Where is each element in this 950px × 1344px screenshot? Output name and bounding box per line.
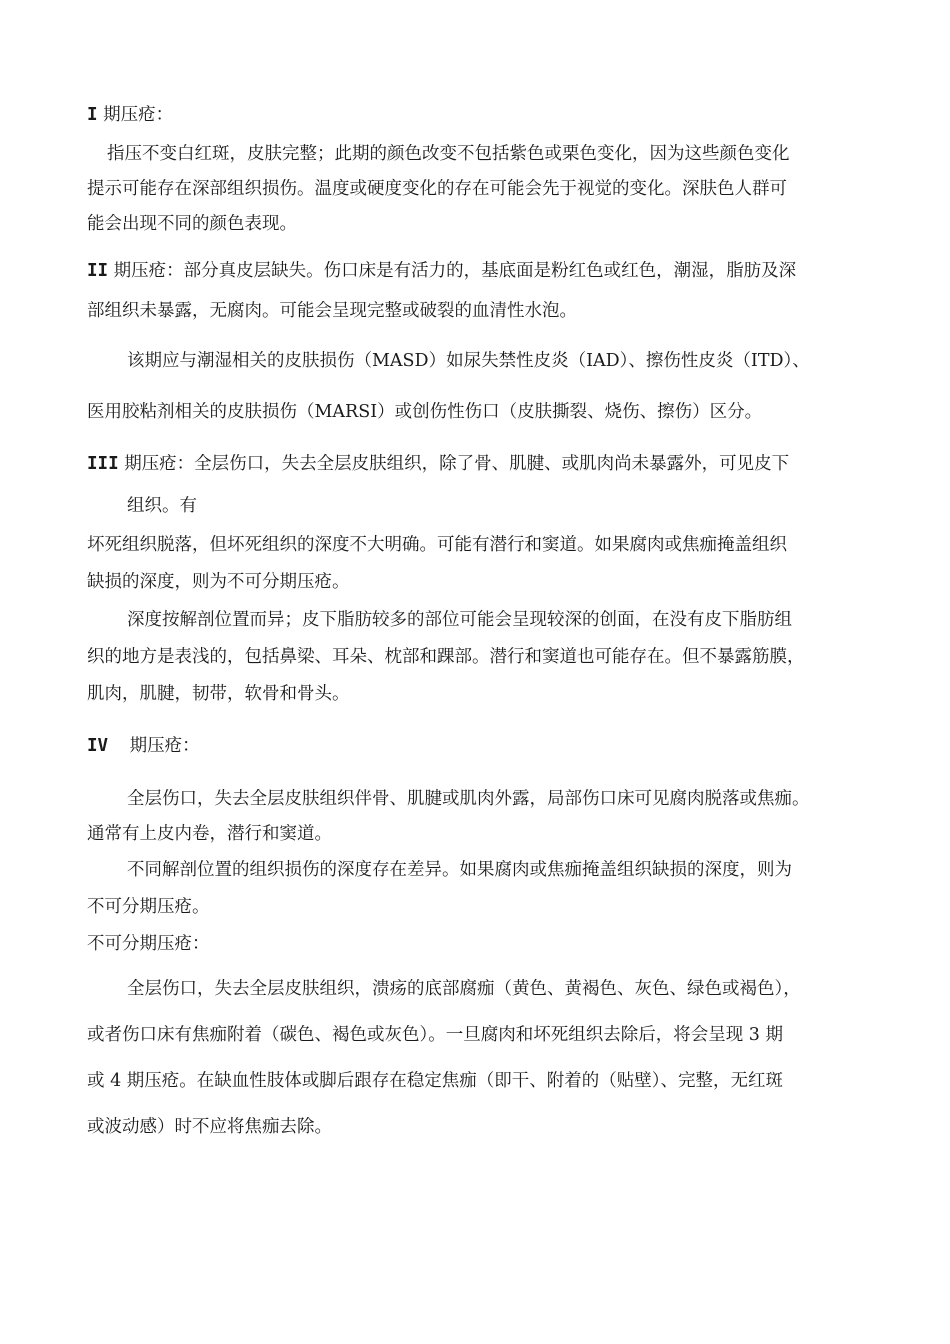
- stage3-line-5: 织的地方是表浅的，包括鼻梁、耳朵、枕部和踝部。潜行和窦道也可能存在。但不暴露筋膜，: [87, 647, 805, 667]
- unstageable-line-4: 或波动感）时不应将焦痂去除。: [87, 1117, 332, 1137]
- stage4-line-3: 不同解剖位置的组织损伤的深度存在差异。如果腐肉或焦痂掩盖组织缺损的深度，则为: [127, 860, 792, 880]
- unstageable-line-2: 或者伤口床有焦痂附着（碳色、褐色或灰色）。一旦腐肉和坏死组织去除后，将会呈现 3 期: [87, 1025, 784, 1045]
- stage1-line-1: 指压不变白红斑，皮肤完整；此期的颜色改变不包括紫色或栗色变化，因为这些颜色变化: [107, 144, 790, 164]
- stage3-numeral: III: [87, 454, 119, 474]
- stage4-line-1: 全层伤口，失去全层皮肤组织伴骨、肌腱或肌肉外露，局部伤口床可见腐肉脱落或焦痂。: [127, 789, 810, 809]
- stage4-line-4: 不可分期压疮。: [87, 897, 210, 917]
- stage1-numeral: I: [87, 105, 98, 125]
- stage3-heading-text: 期压疮：全层伤口，失去全层皮肤组织，除了骨、肌腱、或肌肉尚未暴露外，可见皮下: [124, 454, 790, 474]
- stage2-line-2: 该期应与潮湿相关的皮肤损伤（MASD）如尿失禁性皮炎（IAD）、擦伤性皮炎（ITD）、: [127, 351, 810, 371]
- stage2-line-1: 部组织未暴露，无腐肉。可能会呈现完整或破裂的血清性水泡。: [87, 301, 577, 321]
- stage3-line-1: 组织。有: [127, 496, 197, 516]
- stage2-heading: [87, 259, 796, 283]
- stage3-line-3: 缺损的深度，则为不可分期压疮。: [87, 572, 350, 592]
- stage3-line-2: 坏死组织脱落，但坏死组织的深度不大明确。可能有潜行和窦道。如果腐肉或焦痂掩盖组织: [87, 535, 787, 555]
- unstageable-line-1: 全层伤口，失去全层皮肤组织，溃疡的底部腐痂（黄色、黄褐色、灰色、绿色或褐色），: [127, 979, 801, 999]
- stage2-line-3: 医用胶粘剂相关的皮肤损伤（MARSI）或创伤性伤口（皮肤撕裂、烧伤、擦伤）区分。: [87, 402, 763, 422]
- stage3-line-4: 深度按解剖位置而异；皮下脂肪较多的部位可能会呈现较深的创面，在没有皮下脂肪组: [127, 610, 792, 630]
- stage1-heading-text: 期压疮：: [103, 105, 174, 125]
- stage3-heading: [87, 452, 789, 476]
- stage4-line-2: 通常有上皮内卷，潜行和窦道。: [87, 824, 332, 844]
- stage1-line-2: 提示可能存在深部组织损伤。温度或硬度变化的存在可能会先于视觉的变化。深肤色人群可: [87, 179, 787, 199]
- stage4-heading-text: 期压疮：: [129, 736, 200, 756]
- stage1-heading: [87, 103, 173, 127]
- unstageable-heading: 不可分期压疮：: [87, 934, 210, 954]
- stage3-line-6: 肌肉，肌腱，韧带，软骨和骨头。: [87, 684, 350, 704]
- stage2-heading-text: 期压疮：部分真皮层缺失。伤口床是有活力的，基底面是粉红色或红色，潮湿，脂肪及深: [113, 261, 797, 281]
- unstageable-line-3: 或 4 期压疮。在缺血性肢体或脚后跟存在稳定焦痂（即干、附着的（贴壁）、完整，无红斑: [87, 1071, 784, 1091]
- stage2-numeral: II: [87, 261, 109, 281]
- stage4-numeral: IV: [87, 736, 109, 756]
- stage4-heading: [87, 734, 200, 758]
- stage1-line-3: 能会出现不同的颜色表现。: [87, 214, 297, 234]
